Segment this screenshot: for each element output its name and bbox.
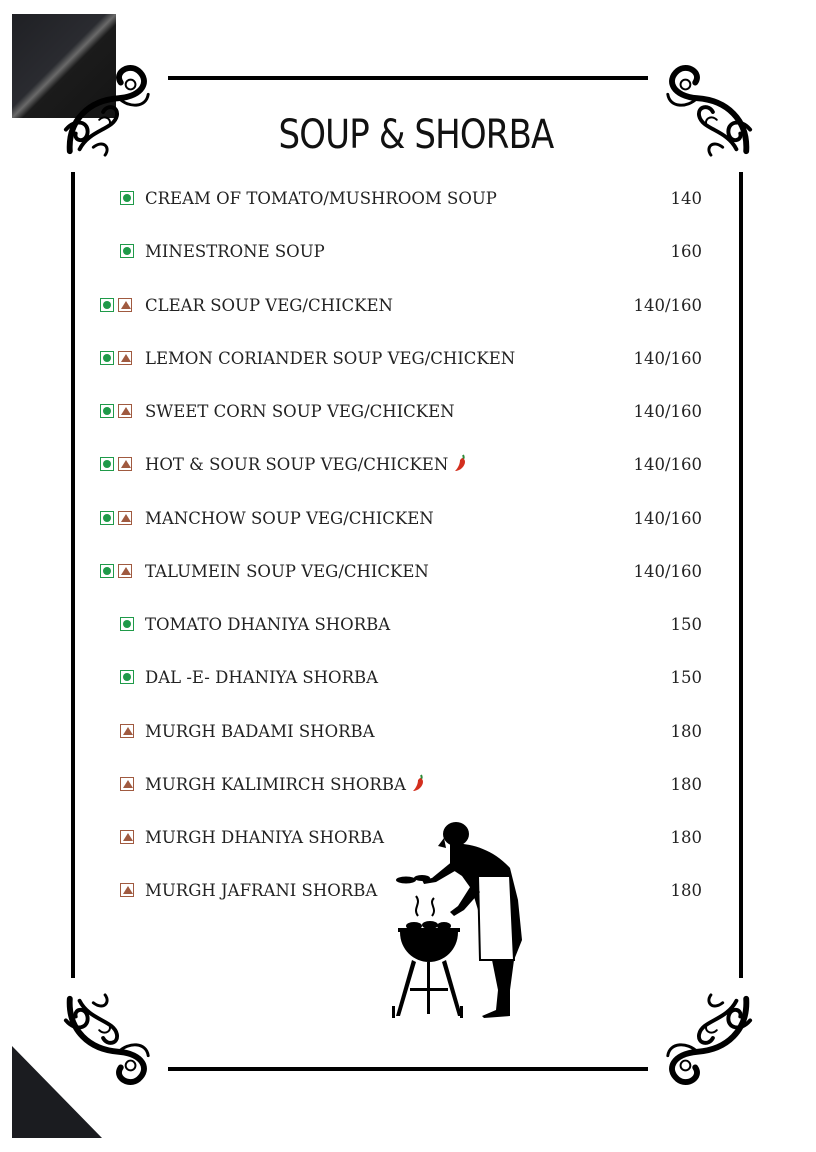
veg-mark-icon <box>120 191 134 205</box>
menu-item-name-text: DAL -E- DHANIYA SHORBA <box>145 668 379 687</box>
menu-item-name-text: MURGH JAFRANI SHORBA <box>145 881 378 900</box>
non-veg-mark-icon <box>118 404 132 418</box>
non-veg-mark-icon <box>118 564 132 578</box>
veg-mark-icon <box>100 351 114 365</box>
menu-item-name-text: MANCHOW SOUP VEG/CHICKEN <box>145 509 434 528</box>
menu-item-price: 140/160 <box>633 509 702 528</box>
diet-marks <box>120 830 134 846</box>
menu-item-name-text: HOT & SOUR SOUP VEG/CHICKEN <box>145 455 449 474</box>
flourish-ornament-icon <box>658 990 756 1090</box>
menu-item-price: 180 <box>670 828 702 847</box>
chili-icon <box>412 774 426 792</box>
menu-item-name-text: MURGH KALIMIRCH SHORBA <box>145 775 406 794</box>
menu-item-price: 140/160 <box>633 455 702 474</box>
veg-mark-icon <box>120 670 134 684</box>
menu-item-name-text: CLEAR SOUP VEG/CHICKEN <box>145 296 393 315</box>
menu-item-price: 180 <box>670 775 702 794</box>
menu-item <box>0 613 816 637</box>
non-veg-mark-icon <box>120 777 134 791</box>
non-veg-mark-icon <box>120 724 134 738</box>
veg-mark-icon <box>100 511 114 525</box>
menu-item-price: 140/160 <box>633 349 702 368</box>
menu-item <box>0 240 816 264</box>
menu-item-price: 180 <box>670 722 702 741</box>
menu-item-name-text: CREAM OF TOMATO/MUSHROOM SOUP <box>145 189 497 208</box>
menu-item-price: 150 <box>670 615 702 634</box>
chef-grilling-silhouette-icon <box>392 820 532 1020</box>
veg-mark-icon <box>100 298 114 312</box>
menu-item <box>0 347 816 371</box>
diet-marks <box>100 457 132 473</box>
menu-item-name <box>145 240 325 264</box>
menu-item-price: 160 <box>670 242 702 261</box>
chili-icon <box>454 454 468 472</box>
menu-item <box>0 720 816 744</box>
non-veg-mark-icon <box>120 830 134 844</box>
menu-item-name <box>145 826 384 850</box>
menu-item-price: 180 <box>670 881 702 900</box>
veg-mark-icon <box>100 457 114 471</box>
frame-top-line <box>168 76 648 80</box>
menu-item-name <box>145 879 377 903</box>
menu-item-name <box>145 294 393 318</box>
veg-mark-icon <box>100 564 114 578</box>
menu-item-name-text: MINESTRONE SOUP <box>145 242 325 261</box>
menu-item-name <box>145 453 468 477</box>
menu-item-name-text: MURGH BADAMI SHORBA <box>145 722 375 741</box>
menu-item-price: 140/160 <box>633 562 702 581</box>
menu-item-name <box>145 507 434 531</box>
non-veg-mark-icon <box>120 883 134 897</box>
menu-item-name <box>145 400 455 424</box>
menu-item <box>0 507 816 531</box>
diet-marks <box>100 404 132 420</box>
flourish-ornament-icon <box>60 990 158 1090</box>
menu-item-name <box>145 720 375 744</box>
menu-item-name <box>145 347 515 371</box>
menu-item <box>0 400 816 424</box>
diet-marks <box>120 617 134 633</box>
veg-mark-icon <box>100 404 114 418</box>
menu-item-price: 150 <box>670 668 702 687</box>
diet-marks <box>120 883 134 899</box>
diet-marks <box>100 351 132 367</box>
frame-bottom-line <box>168 1067 648 1071</box>
diet-marks <box>120 244 134 260</box>
menu-item <box>0 187 816 211</box>
diet-marks <box>120 191 134 207</box>
menu-item-name <box>145 773 426 797</box>
diet-marks <box>100 298 132 314</box>
menu-item-name <box>145 187 497 211</box>
veg-mark-icon <box>120 244 134 258</box>
menu-item-name-text: TOMATO DHANIYA SHORBA <box>145 615 391 634</box>
menu-item-name <box>145 560 429 584</box>
menu-item-price: 140 <box>670 189 702 208</box>
veg-mark-icon <box>120 617 134 631</box>
menu-item-name <box>145 666 378 690</box>
menu-item <box>0 294 816 318</box>
menu-item-price: 140/160 <box>633 402 702 421</box>
menu-item <box>0 560 816 584</box>
non-veg-mark-icon <box>118 351 132 365</box>
menu-item-price: 140/160 <box>633 296 702 315</box>
non-veg-mark-icon <box>118 457 132 471</box>
menu-item <box>0 453 816 477</box>
non-veg-mark-icon <box>118 511 132 525</box>
menu-item-name <box>145 613 390 637</box>
menu-item-name-text: LEMON CORIANDER SOUP VEG/CHICKEN <box>145 349 516 368</box>
diet-marks <box>100 564 132 580</box>
menu-item <box>0 773 816 797</box>
menu-item-name-text: MURGH DHANIYA SHORBA <box>145 828 384 847</box>
diet-marks <box>120 777 134 793</box>
diet-marks <box>120 724 134 740</box>
menu-item <box>0 666 816 690</box>
non-veg-mark-icon <box>118 298 132 312</box>
page-title: SOUP & SHORBA <box>278 112 554 158</box>
menu-item-name-text: TALUMEIN SOUP VEG/CHICKEN <box>145 562 429 581</box>
menu-item-name-text: SWEET CORN SOUP VEG/CHICKEN <box>145 402 455 421</box>
diet-marks <box>100 511 132 527</box>
diet-marks <box>120 670 134 686</box>
